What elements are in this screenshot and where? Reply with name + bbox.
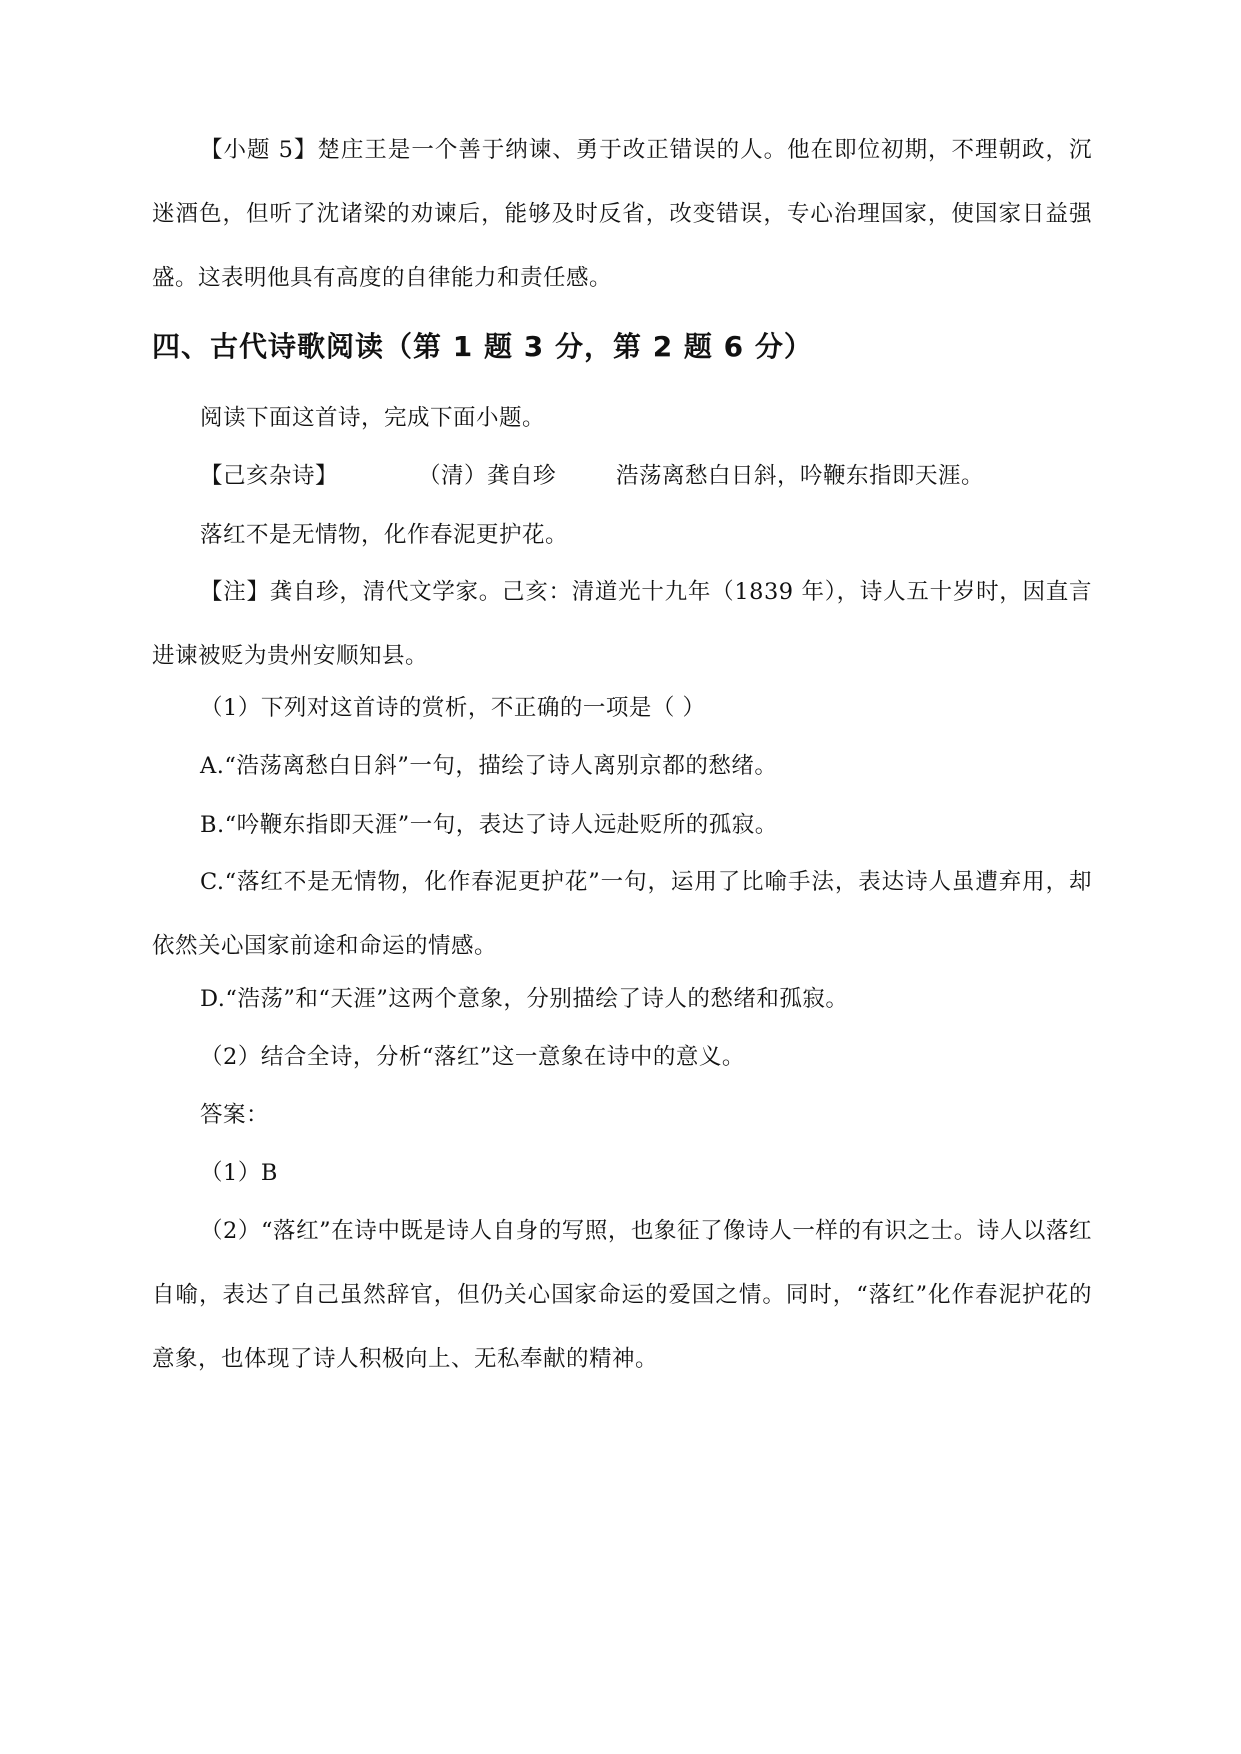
- answer-2: （2）“落红”在诗中既是诗人自身的写照，也象征了像诗人一样的有识之士。诗人以落红自喻，表达了自己虽然辞官，但仍关心国家命运的爱国之情。同时，“落红”化作春泥护花的意象，也体现了诗人积极向上、无私奉献的精神。: [152, 1218, 1092, 1372]
- poem-author: （清）龚自珍: [418, 463, 557, 489]
- poem-line-2: 落红不是无情物，化作春泥更护花。: [200, 522, 569, 548]
- poem-line-1: 浩荡离愁白日斜，吟鞭东指即天涯。: [616, 463, 985, 489]
- q2-stem: （2）结合全诗，分析“落红”这一意象在诗中的意义。: [200, 1044, 745, 1070]
- q1-option-c: C.“落红不是无情物，化作春泥更护花”一句，运用了比喻手法，表达诗人虽遭弃用，却依然关心国家前途和命运的情感。: [152, 869, 1092, 959]
- question5-answer: 【小题 5】楚庄王是一个善于纳谏、勇于改正错误的人。他在即位初期，不理朝政，沉迷酒色，但听了沈诸梁的劝谏后，能够及时反省，改变错误，专心治理国家，使国家日益强盛。这表明他具有高度的自律能力和责任感。: [152, 137, 1092, 291]
- section-heading: 四、古代诗歌阅读（第 1 题 3 分，第 2 题 6 分）: [152, 330, 813, 363]
- poem-header-line: [200, 456, 984, 496]
- answer-label: 答案：: [200, 1102, 270, 1128]
- poem-title: 【己亥杂诗】: [200, 463, 339, 489]
- q1-option-a: A.“浩荡离愁白日斜”一句，描绘了诗人离别京都的愁绪。: [200, 753, 778, 779]
- poem-note: 【注】龚自珍，清代文学家。己亥：清道光十九年（1839 年），诗人五十岁时，因直言进谏被贬为贵州安顺知县。: [152, 579, 1092, 669]
- q1-option-d: D.“浩荡”和“天涯”这两个意象，分别描绘了诗人的愁绪和孤寂。: [200, 986, 849, 1012]
- answer-1: （1）B: [200, 1160, 278, 1186]
- instruction: 阅读下面这首诗，完成下面小题。: [200, 405, 546, 431]
- q1-stem: （1）下列对这首诗的赏析，不正确的一项是（ ）: [200, 695, 706, 721]
- q1-option-b: B.“吟鞭东指即天涯”一句，表达了诗人远赴贬所的孤寂。: [200, 812, 778, 838]
